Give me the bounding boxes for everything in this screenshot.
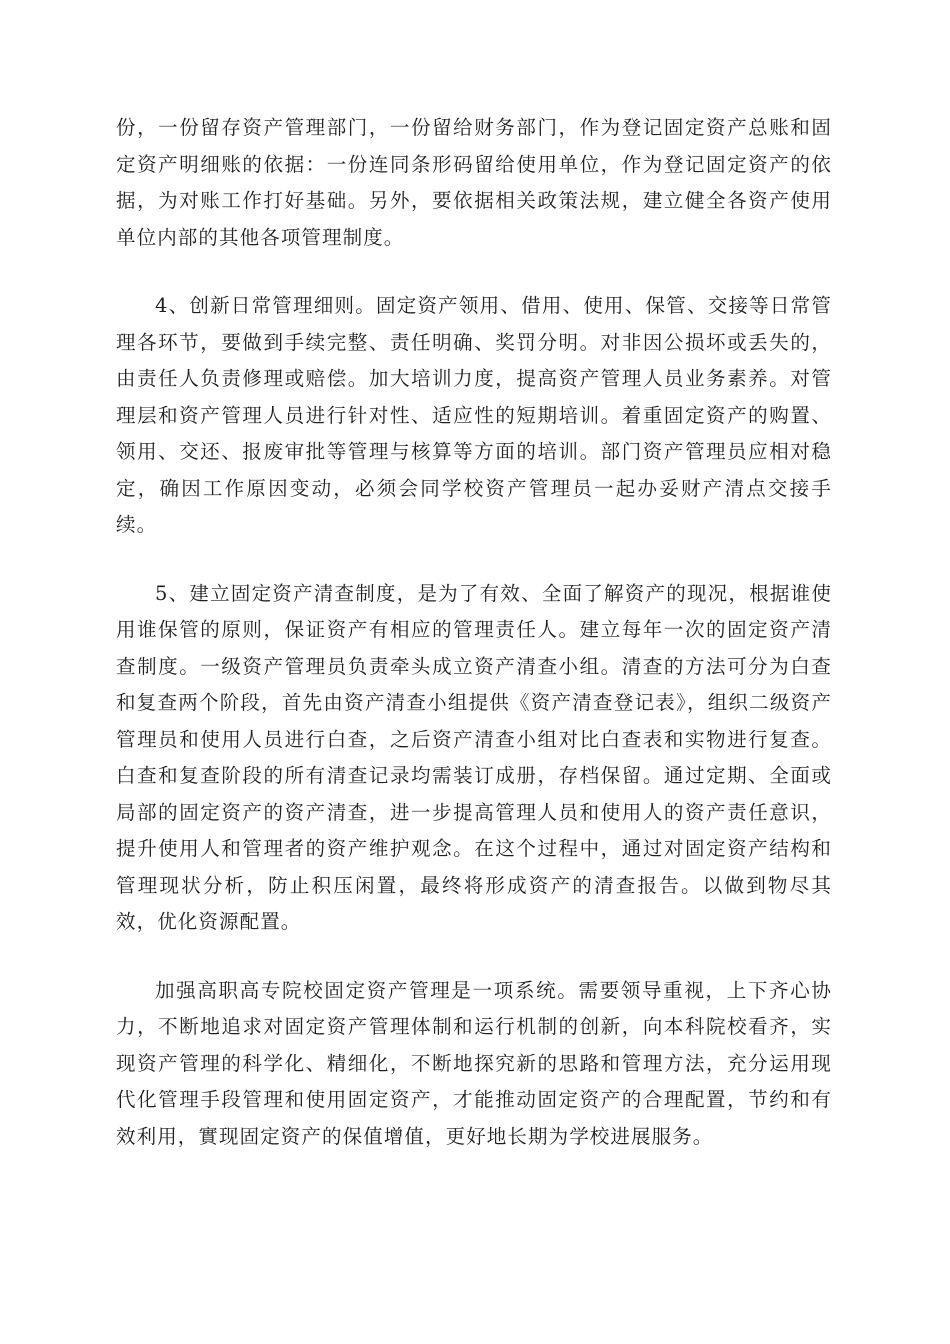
paragraph-continuation: 份，一份留存资产管理部门，一份留给财务部门，作为登记固定资产总账和固定资产明细账的依据：一份连同条形码留给使用单位，作为登记固定资产的依据，为对账工作打好基础。另外，要依据相关政策法规，建立健全各资产使用单位内部的其他各项管理制度。 (116, 116, 832, 249)
paragraph-conclusion: 加强高职高专院校固定资产管理是一项系统。需要领导重视，上下齐心协力，不断地追求对固定资产管理体制和运行机制的创新，向本科院校看齐，实现资产管理的科学化、精细化，不断地探究新的思路和管理方法，充分运用现代化管理手段管理和使用固定资产，才能推动固定资产的合理配置，节约和有效利用，實现固定资产的保值增值，更好地长期为学校进展服务。 (116, 978, 832, 1148)
paragraph-asset-inventory: 5、建立固定资产清查制度，是为了有效、全面了解资产的现况，根据谁使用谁保管的原则，保证资产有相应的管理责任人。建立每年一次的固定资产清查制度。一级资产管理员负责牵头成立资产清查小组。清查的方法可分为白查和复查两个阶段，首先由资产清查小组提供《资产清查登记表》，组织二级资产管理员和使用人员进行白查，之后资产清查小组对比白查表和实物进行复查。白查和复查阶段的所有清查记录均需装订成册，存档保留。通过定期、全面或局部的固定资产的资产清查，进一步提高管理人员和使用人的资产责任意识，提升使用人和管理者的资产维护观念。在这个过程中，通过对固定资产结构和管理现状分析，防止积压闲置，最终将形成资产的清查报告。以做到物尽其效，优化资源配置。 (116, 581, 832, 933)
paragraph-daily-management: 4、创新日常管理细则。固定资产领用、借用、使用、保管、交接等日常管理各环节，要做到手续完整、责任明确、奖罚分明。对非因公损坏或丢失的，由责任人负责修理或赔偿。加大培训力度，提高资产管理人员业务素养。对管理层和资产管理人员进行针对性、适应性的短期培训。着重固定资产的购置、领用、交还、报废审批等管理与核算等方面的培训。部门资产管理员应相对稳定，确因工作原因变动，必须会同学校资产管理员一起办妥财产清点交接手续。 (116, 294, 832, 536)
document-body (116, 110, 832, 1155)
